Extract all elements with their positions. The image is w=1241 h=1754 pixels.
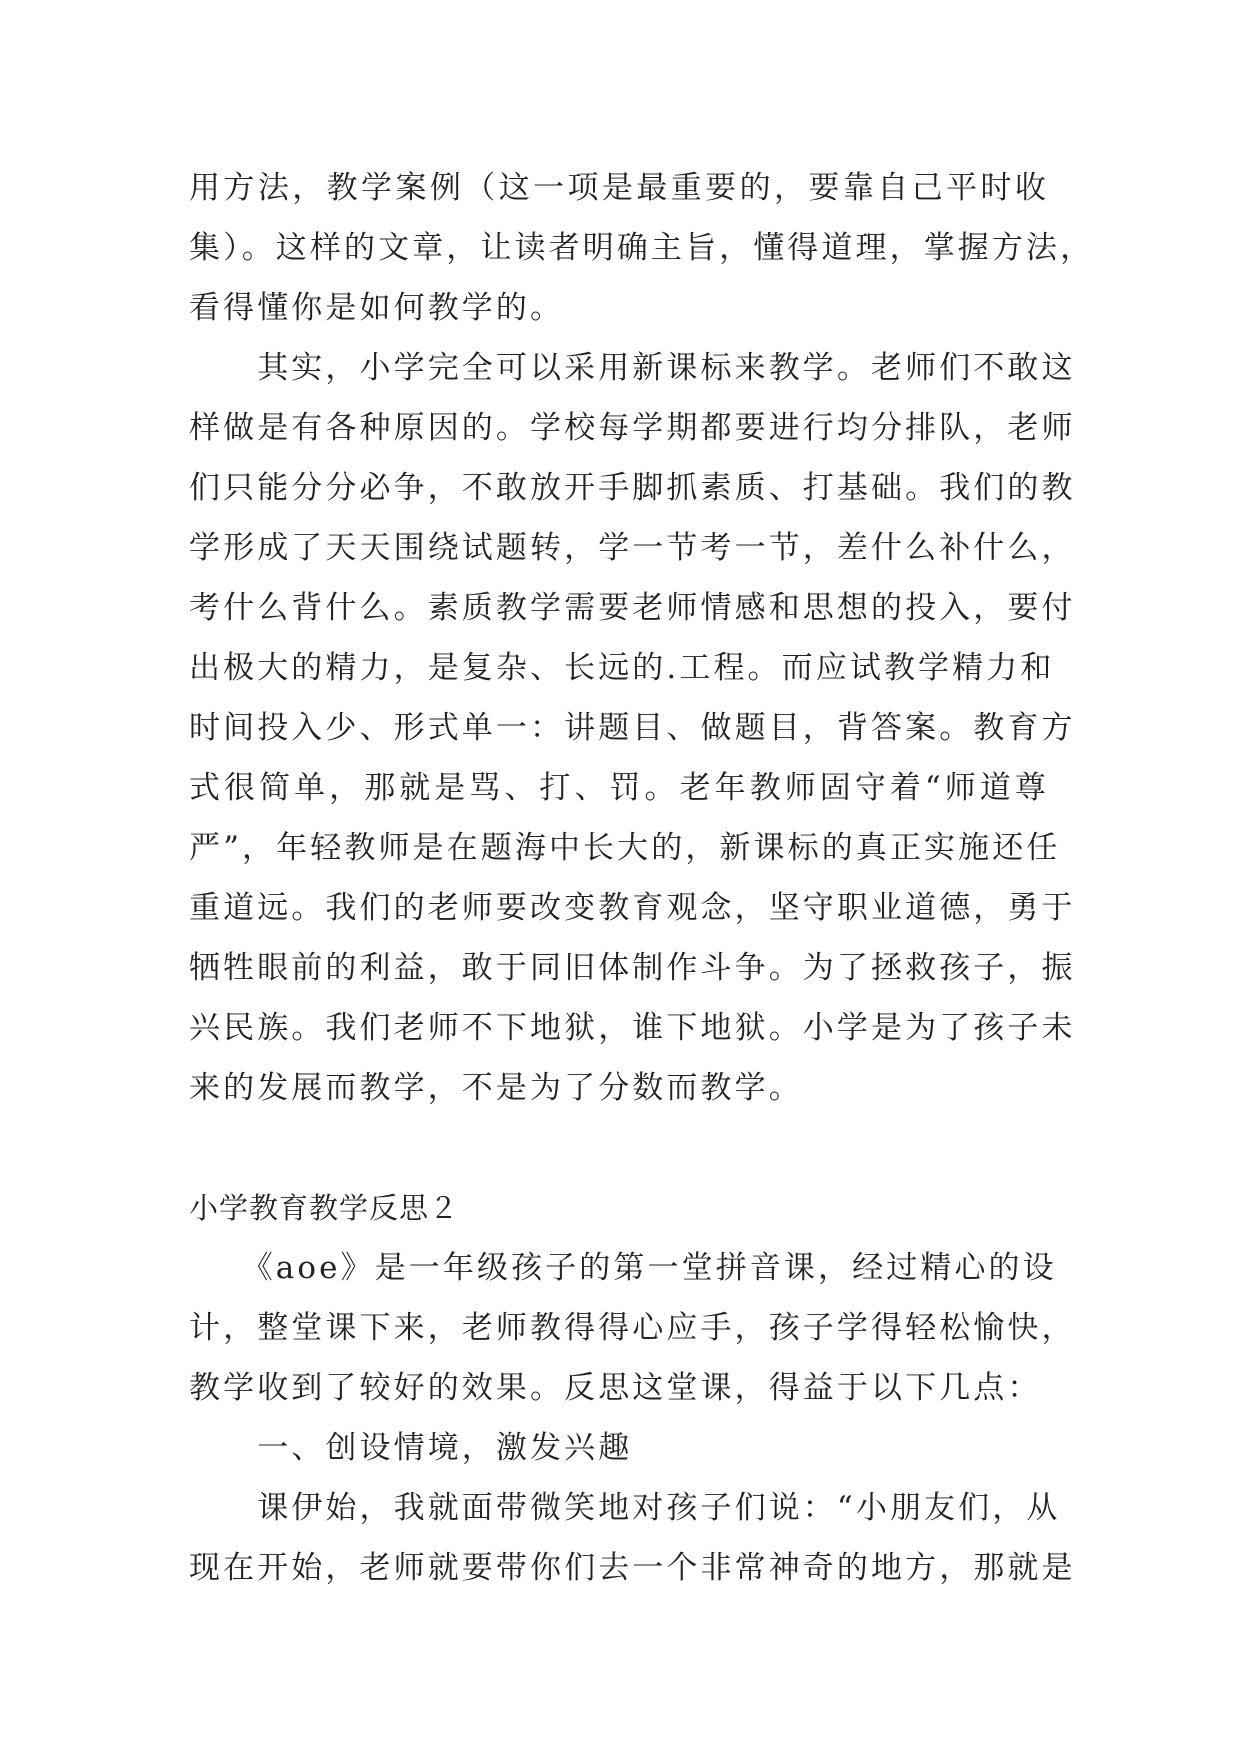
paragraph-aoe-lesson — [189, 1238, 1076, 1418]
paragraph-line: 兴民族。我们老师不下地狱，谁下地狱。小学是为了孩子未 — [189, 1010, 1076, 1046]
paragraph-line: 样做是有各种原因的。学校每学期都要进行均分排队，老师 — [189, 410, 1076, 446]
paragraph-line: 用方法，教学案例（这一项是最重要的，要靠自己平时收 — [189, 170, 1049, 206]
paragraph-new-curriculum — [189, 338, 1076, 1118]
paragraph-line: 《aoe》是一年级孩子的第一堂拼音课，经过精心的设 — [189, 1250, 1057, 1286]
paragraph-line: 其实，小学完全可以采用新课标来教学。老师们不敢这 — [189, 350, 1076, 386]
paragraph-lesson-opening — [189, 1478, 1076, 1598]
paragraph-continued-methods — [189, 158, 1095, 338]
paragraph-line: 牺牲眼前的利益，敢于同旧体制作斗争。为了拯救孩子，振 — [189, 950, 1076, 986]
paragraph-line: 看得懂你是如何教学的。 — [189, 290, 565, 326]
document-body — [189, 158, 1095, 1598]
paragraph-line: 式很简单，那就是骂、打、罚。老年教师固守着“师道尊 — [189, 770, 1049, 806]
paragraph-line: 出极大的精力，是复杂、长远的.工程。而应试教学精力和 — [189, 650, 1055, 686]
paragraph-line: 考什么背什么。素质教学需要老师情感和思想的投入，要付 — [189, 590, 1076, 626]
paragraph-line: 教学收到了较好的效果。反思这堂课，得益于以下几点： — [189, 1370, 1042, 1406]
paragraph-line: 现在开始，老师就要带你们去一个非常神奇的地方，那就是 — [189, 1550, 1076, 1586]
paragraph-line: 集）。这样的文章，让读者明确主旨，懂得道理，掌握方法， — [189, 230, 1095, 266]
paragraph-line: 学形成了天天围绕试题转，学一节考一节，差什么补什么， — [189, 530, 1076, 566]
paragraph-spacer — [189, 1118, 1049, 1178]
paragraph-line: 严”，年轻教师是在题海中长大的，新课标的真正实施还任 — [189, 830, 1061, 866]
paragraph-line: 计，整堂课下来，老师教得得心应手，孩子学得轻松愉快， — [189, 1310, 1076, 1346]
paragraph-line: 们只能分分必争，不敢放开手脚抓素质、打基础。我们的教 — [189, 470, 1076, 506]
paragraph-line: 时间投入少、形式单一：讲题目、做题目，背答案。教育方 — [189, 710, 1076, 746]
paragraph-line: 重道远。我们的老师要改变教育观念，坚守职业道德，勇于 — [189, 890, 1076, 926]
subheading-create-context: 一、创设情境，激发兴趣 — [189, 1430, 633, 1466]
section-heading: 小学教育教学反思２ — [189, 1191, 460, 1225]
paragraph-line: 来的发展而教学，不是为了分数而教学。 — [189, 1070, 803, 1106]
paragraph-line: 课伊始，我就面带微笑地对孩子们说：“小朋友们，从 — [189, 1490, 1061, 1526]
